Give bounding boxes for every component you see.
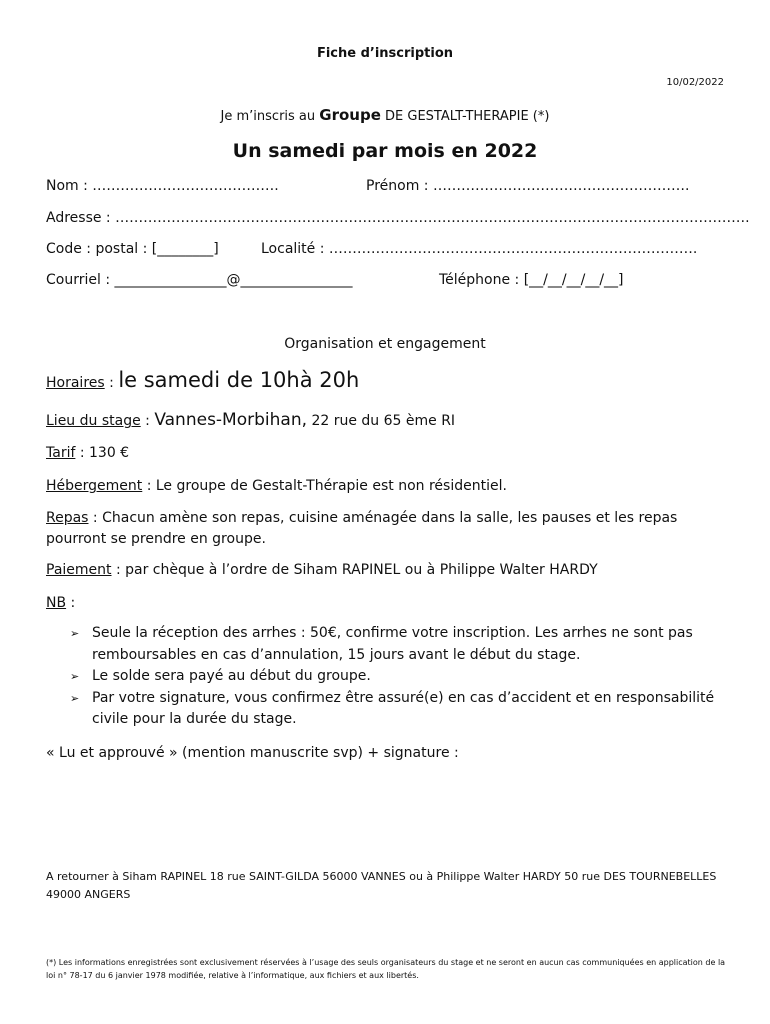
document-title: Fiche d’inscription — [316, 46, 454, 61]
tarif-label: Tarif — [46, 445, 76, 461]
return-address: A retourner à Siham RAPINEL 18 rue SAINT-GILDA 56000 VANNES ou à Philippe Walter HARDY 50 rue DES TOURNEBELLES 49000 ANGERS — [46, 870, 717, 901]
field-adresse[interactable]: Adresse : ………………………………………………………………………………………………………………………. — [46, 210, 750, 226]
nb-line — [46, 595, 75, 611]
footnote: (*) Les informations enregistrées sont exclusivement réservées à l’usage des seuls organisateurs du stage et ne seront en aucun cas communiquées en application de la loi n° 78-17 du 6 janvier 1978 modifiée, relative à l’informatique, aux fichiers et aux libertés. — [46, 958, 726, 980]
document-date: 10/02/2022 — [666, 77, 724, 88]
hebergement-line — [46, 478, 507, 494]
paiement-line — [46, 562, 598, 578]
lieu-sep: : — [140, 413, 155, 429]
tarif-line — [46, 445, 129, 461]
horaires-value: le samedi de 10hà 20h — [118, 368, 360, 392]
nb-sep: : — [66, 595, 76, 611]
horaires-label: Horaires — [46, 375, 105, 391]
field-code-postal[interactable]: Code : postal : [________] — [46, 241, 219, 257]
section-title: Organisation et engagement — [284, 336, 486, 352]
subtitle-rest: DE GESTALT-THERAPIE (*) — [385, 109, 550, 124]
headline: Un samedi par mois en 2022 — [232, 140, 538, 162]
subtitle-prefix: Je m’inscris au — [220, 109, 316, 124]
paiement-value: : par chèque à l’ordre de Siham RAPINEL ou à Philippe Walter HARDY — [111, 562, 598, 578]
signature-line[interactable]: « Lu et approuvé » (mention manuscrite svp) + signature : — [46, 745, 459, 761]
nb-label: NB — [46, 595, 67, 611]
field-courriel[interactable]: Courriel : ________________@________________ — [46, 272, 353, 288]
tarif-value: : 130 € — [75, 445, 130, 461]
paiement-label: Paiement — [46, 562, 112, 578]
hebergement-value: : Le groupe de Gestalt-Thérapie est non résidentiel. — [142, 478, 507, 494]
repas-label: Repas — [46, 510, 89, 526]
lieu-address: 22 rue du 65 ème RI — [307, 413, 456, 429]
hebergement-label: Hébergement — [46, 478, 143, 494]
arrow-bullet-icon: ➢ — [70, 691, 80, 705]
field-prenom[interactable]: Prénom : ………………………………………………. — [366, 178, 690, 194]
subtitle — [0, 106, 770, 124]
horaires-sep: : — [104, 375, 119, 391]
field-telephone[interactable]: Téléphone : [__/__/__/__/__] — [439, 272, 624, 288]
arrow-bullet-icon: ➢ — [70, 670, 80, 683]
nb-item: ➢ Par votre signature, vous confirmez être assuré(e) en cas d’accident et en responsabilité civile pour la durée du stage. — [70, 689, 715, 727]
nb-item: ➢ Seule la réception des arrhes : 50€, confirme votre inscription. Les arrhes ne sont pas remboursables en cas d’annulation, 15 jours avant le début du stage. — [70, 625, 693, 663]
nb-item: ➢ Le solde sera payé au début du groupe. — [60, 666, 730, 688]
horaires-line — [46, 368, 359, 392]
repas-paragraph — [46, 508, 726, 550]
lieu-line — [46, 410, 455, 430]
arrow-bullet-icon: ➢ — [70, 627, 80, 640]
lieu-label: Lieu du stage — [46, 413, 141, 429]
nb-list — [60, 623, 730, 731]
field-nom[interactable]: Nom : …………………………………. — [46, 178, 279, 194]
subtitle-groupe: Groupe — [319, 106, 381, 124]
lieu-city: Vannes-Morbihan, — [154, 410, 307, 430]
field-localite[interactable]: Localité : ……………………………………………………………………. — [261, 241, 698, 257]
repas-value: : Chacun amène son repas, cuisine aménagée dans la salle, les pauses et les repas pourront se prendre en groupe. — [46, 510, 678, 547]
